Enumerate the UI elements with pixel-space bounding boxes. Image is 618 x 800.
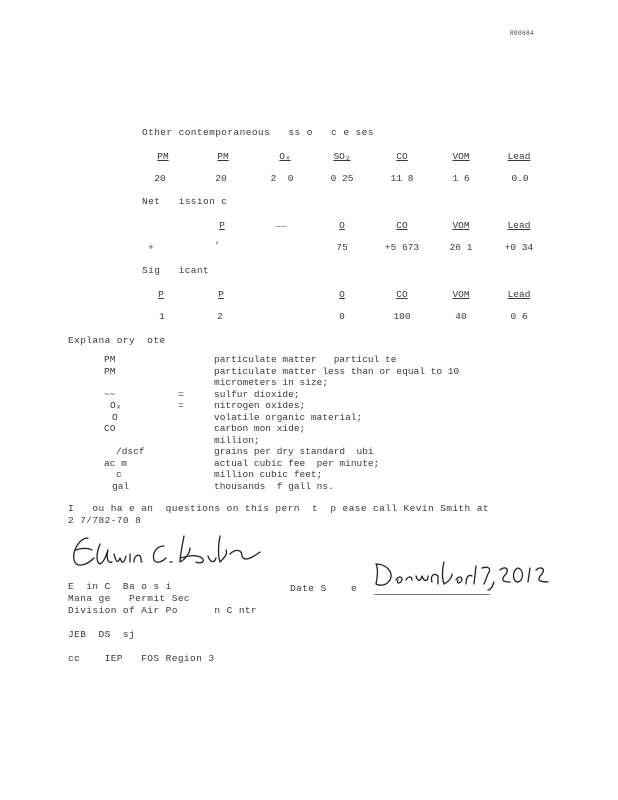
other-header-pm: PM — [157, 151, 169, 162]
def-text: carbon mon xide; — [214, 423, 306, 434]
other-value-so2: 0 25 — [330, 173, 354, 184]
other-header-so2: SO₂ — [333, 151, 351, 162]
def-equals: = — [178, 389, 184, 400]
net-value-co: +5 673 — [384, 242, 420, 253]
other-header-pm10: PM — [217, 151, 229, 162]
net-header-vom: VOM — [452, 220, 470, 231]
sig-header-co: CO — [396, 289, 408, 300]
contact-phone: 2 7/782-70 8 — [68, 515, 142, 526]
def-abbr: ac m — [104, 458, 127, 469]
def-text: thousands f gall ns. — [214, 481, 334, 492]
net-value-so2: 75 — [336, 242, 348, 253]
section-title-net: Net ission c — [142, 196, 228, 207]
date-signature-line — [374, 594, 490, 595]
def-text: grains per dry standard ubi — [214, 446, 374, 457]
def-abbr: c — [116, 469, 122, 480]
def-equals: = — [178, 400, 184, 411]
net-value-pm10: ' — [214, 240, 220, 251]
net-header-pm: P — [219, 220, 225, 231]
other-header-nox: Oₓ — [279, 151, 291, 162]
def-text: million; — [214, 435, 260, 446]
net-header-nox: __ — [275, 218, 287, 229]
sig-header-pm: P — [158, 289, 164, 300]
net-value-pm: + — [148, 242, 154, 253]
other-value-co: 11 8 — [390, 173, 414, 184]
def-abbr: PM — [104, 354, 116, 365]
def-text: particulate matter particul te — [214, 354, 397, 365]
section-title-significant: Sig icant — [142, 265, 210, 276]
sig-header-vom: VOM — [452, 289, 470, 300]
def-text: actual cubic fee per minute; — [214, 458, 380, 469]
cc-line: cc IEP FOS Region 3 — [68, 653, 215, 664]
sig-value-pm10: 2 — [217, 311, 223, 322]
def-text: million cubic feet; — [214, 469, 323, 480]
other-value-nox: 2 0 — [270, 173, 294, 184]
initials: JEB DS sj — [68, 629, 136, 640]
def-abbr: O — [112, 412, 118, 423]
def-abbr: Oₓ — [110, 400, 122, 411]
def-text: micrometers in size; — [214, 377, 329, 388]
net-header-co: CO — [396, 220, 408, 231]
def-text: particulate matter less than or equal to 10 — [214, 366, 460, 377]
explanatory-title: Explana ory ote — [68, 335, 166, 346]
sig-header-pm10: P — [218, 289, 224, 300]
sig-value-lead: 0 6 — [510, 311, 528, 322]
document-id: R00684 — [510, 30, 535, 37]
def-text: nitrogen oxides; — [214, 400, 306, 411]
other-header-vom: VOM — [452, 151, 470, 162]
other-value-pm10: 20 — [215, 173, 227, 184]
signer-name: E in C Ba o s i — [68, 581, 172, 592]
other-header-lead: Lead — [507, 151, 531, 162]
other-value-pm: 20 — [154, 173, 166, 184]
sig-value-so2: 0 — [339, 311, 345, 322]
signer-title: Mana ge Permit Sec — [68, 593, 191, 604]
handwritten-date — [372, 558, 552, 594]
net-header-so2: O — [339, 220, 345, 231]
other-value-vom: 1 6 — [452, 173, 470, 184]
sig-value-pm: 1 — [159, 311, 165, 322]
net-value-lead: +0 34 — [504, 242, 534, 253]
net-value-vom: 26 1 — [449, 242, 473, 253]
def-text: sulfur dioxide; — [214, 389, 300, 400]
def-abbr: gal — [112, 481, 130, 492]
other-header-co: CO — [396, 151, 408, 162]
sig-header-so2: O — [339, 289, 345, 300]
net-header-lead: Lead — [507, 220, 531, 231]
signature-image — [66, 528, 266, 578]
sig-value-vom: 40 — [455, 311, 467, 322]
other-value-lead: 0.0 — [511, 173, 529, 184]
def-abbr: CO — [104, 423, 116, 434]
def-abbr: /dscf — [116, 446, 145, 457]
sig-header-lead: Lead — [507, 289, 531, 300]
date-signed-label: Date S e — [290, 583, 358, 594]
signer-division: Division of Air Po n C ntr — [68, 605, 258, 616]
def-abbr: PM — [104, 366, 116, 377]
def-abbr: ~~ — [104, 389, 116, 400]
contact-line: I ou ha e an questions on this pern t p ease call Kevin Smith at — [68, 503, 489, 514]
def-text: volatile organic material; — [214, 412, 363, 423]
sig-value-co: 100 — [393, 311, 411, 322]
section-title-other: Other contemporaneous ss o c e ses — [142, 127, 374, 138]
